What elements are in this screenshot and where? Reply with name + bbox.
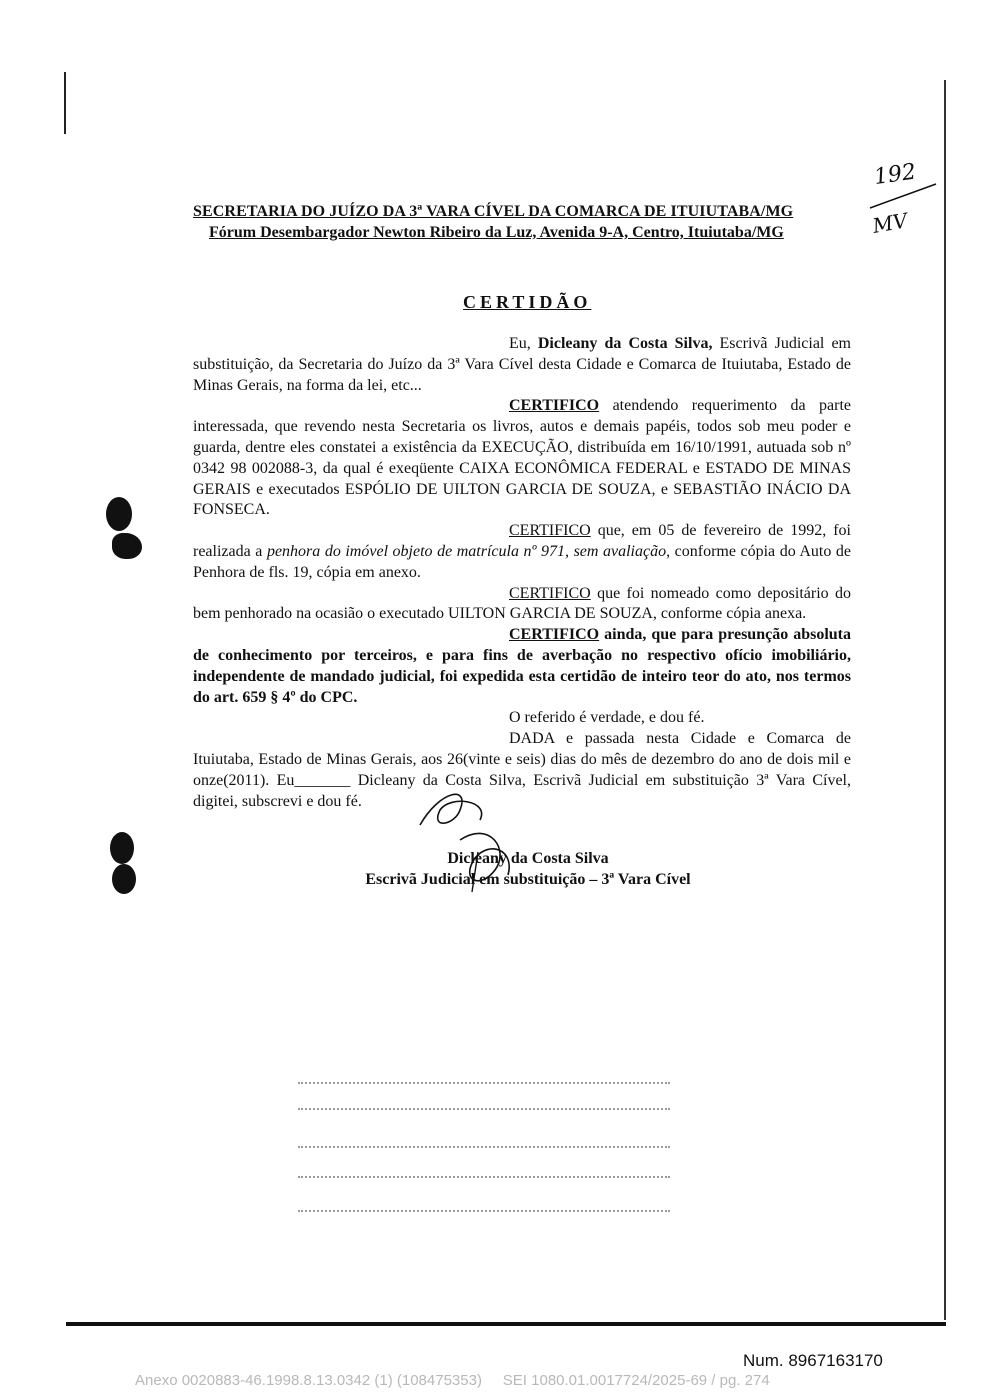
signature-block	[343, 848, 713, 890]
certifico-label: CERTIFICO	[509, 522, 591, 540]
handwritten-initials: MV	[870, 208, 910, 238]
bleed-through-line	[298, 1176, 670, 1180]
certify-2-text-b: , conforme cópia do Auto de Penhora de fls. 19, cópia em anexo.	[193, 542, 852, 581]
document-body	[193, 334, 851, 812]
header-office: SECRETARIA DO JUÍZO DA 3ª VARA CÍVEL DA COMARCA DE ITUIUTABA/MG	[193, 203, 794, 220]
bottom-rule	[66, 1322, 946, 1326]
paragraph-certify-2	[193, 521, 851, 583]
bleed-through-line	[298, 1146, 670, 1150]
certify-3-text: que foi nomeado como depositário do bem penhorado na ocasião o executado UILTON GARCIA DE SOUZA, conforme cópia anexa.	[193, 584, 851, 623]
document-title: CERTIDÃO	[463, 292, 592, 312]
punch-hole-bottom-2	[112, 864, 136, 894]
paragraph-certify-1	[193, 396, 851, 521]
scan-margin-line	[64, 72, 66, 134]
document-number: Num. 8967163170	[743, 1351, 883, 1370]
footer-reference: Anexo 0020883-46.1998.8.13.0342 (1) (108475353) SEI 1080.01.0017724/2025-69 / pg. 274	[135, 1372, 770, 1389]
clerk-name: Dicleany da Costa Silva,	[537, 335, 713, 352]
signatory-role: Escrivã Judicial em substituição – 3ª Vara Cível	[365, 871, 691, 888]
bleed-through-line	[298, 1108, 670, 1112]
intro-text: Eu,	[509, 335, 538, 352]
certify-4-text: ainda, que para presunção absoluta de conhecimento por terceiros, e para fins de averbação no respectivo ofício imobiliário, independente de mandado judicial, foi expedida esta certidão de inteiro teor do ato, nos termos do art. 659 § 4º do CPC.	[193, 626, 851, 706]
certify-1-text: atendendo requerimento da parte interessada, que revendo nesta Secretaria os livros, autos e demais papéis, todos sob meu poder e guarda, dentre eles constatei a existência da EXECUÇÃO, distribuída em 16/10/1991, autuada sob nº 0342 98 002088-3, da qual é exeqüente CAIXA ECONÔMICA FEDERAL e ESTADO DE MINAS GERAIS e executados ESPÓLIO DE UILTON GARCIA DE SOUZA, e SEBASTIÃO INÁCIO DA FONSECA.	[193, 397, 851, 519]
certify-2-text-a: que, em 05 de fevereiro de 1992, foi realizada a	[193, 522, 851, 560]
intro-rest: Escrivã Judicial em substituição, da Secretaria do Juízo da 3ª Vara Cível desta Cidade e Comarca de Ituiutaba, Estado de Minas Gerais, na forma da lei, etc...	[193, 335, 851, 394]
paragraph-date: DADA e passada nesta Cidade e Comarca de Ituiutaba, Estado de Minas Gerais, aos 26(vinte e seis) dias do mês de dezembro do ano de dois mil e onze(2011). Eu_______ Dicleany da Costa Silva, Escrivã Judicial em substituição 3ª Vara Cível, digitei, subscrevi e dou fé.	[193, 730, 851, 810]
certifico-label: CERTIFICO	[509, 397, 600, 415]
bleed-through-line	[298, 1210, 670, 1214]
paragraph-closing: O referido é verdade, e dou fé.	[509, 709, 705, 727]
punch-hole-bottom	[110, 832, 134, 864]
paragraph-certify-3	[193, 584, 851, 626]
certifico-label: CERTIFICO	[509, 584, 591, 602]
page-edge-line	[944, 80, 946, 1320]
bleed-through-line	[298, 1082, 670, 1086]
punch-hole-top	[106, 497, 132, 531]
header-address: Fórum Desembargador Newton Ribeiro da Luz, Avenida 9-A, Centro, Ituiutaba/MG	[209, 224, 784, 241]
punch-hole-top-2	[112, 533, 142, 559]
signatory-name: Dicleany da Costa Silva	[447, 850, 609, 867]
certifico-label: CERTIFICO	[509, 626, 600, 644]
certify-2-italic: penhora do imóvel objeto de matrícula nº 971, sem avaliação	[266, 542, 667, 560]
paragraph-certify-4	[193, 625, 851, 708]
paragraph-intro	[193, 334, 851, 396]
handwritten-page-number: 192	[872, 159, 918, 191]
handwritten-annotation	[860, 150, 950, 240]
